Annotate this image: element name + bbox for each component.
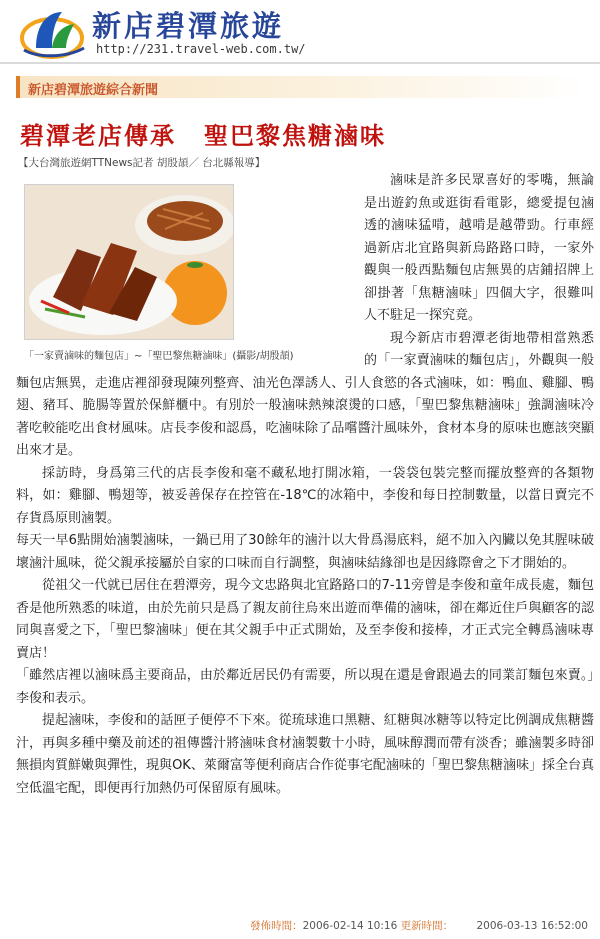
- article-paragraph: 每天一早6點開始滷製滷味，一鍋已用了30餘年的滷汁以大骨爲湯底料，絕不加入內臟以免其腥味破壞滷汁風味，從父親承接屬於自家的口味而自行調整，與滷味結緣卻也是因緣際會之下才開始的。: [16, 533, 594, 571]
- article-paragraph: 滷味是許多民眾喜好的零嘴，無論是出遊釣魚或逛街看電影，總愛提包滷透的滷味猛啃，越啃是越帶勁。行車經過新店北宜路與新烏路路口時，一家外觀與一般西點麵包店無異的店鋪招牌上卻掛著「焦糖滷味」四個大字，很難叫人不駐足一探究竟。: [364, 173, 594, 323]
- food-photo-icon: [25, 185, 233, 339]
- update-time: 2006-03-13 16:52:00: [476, 920, 588, 932]
- article-paragraph: 採訪時，身爲第三代的店長李俊和毫不藏私地打開冰箱，一袋袋包裝完整而擺放整齊的各類物料，如：雞腳、鴨翅等，被妥善保存在控管在-18℃的冰箱中，李俊和每日控制數量，以當日賣完不存貨爲原則滷製。: [16, 465, 594, 526]
- publish-label: 發佈時間：: [250, 920, 303, 932]
- article-title-part2: 聖巴黎焦糖滷味: [204, 121, 386, 150]
- article-body: [16, 170, 594, 800]
- section-title[interactable]: 新店碧潭旅遊綜合新聞: [28, 83, 159, 98]
- header-divider: [0, 62, 600, 64]
- site-header: [0, 0, 600, 70]
- article-paragraph: 提起滷味，李俊和的話匣子便停不下來。從琉球進口黑糖、紅糖與冰糖等以特定比例調成焦糖醬汁，再與多種中藥及前述的祖傳醬汁將滷味食材滷製數十小時，風味醇潤而帶有淡香；雖滷製多時卻無損肉質鮮嫩與彈性，現與OK、萊爾富等便利商店合作從事宅配滷味的「聖巴黎焦糖滷味」採全台真空低溫宅配，即便再行加熱仍可保留原有風味。: [16, 713, 594, 796]
- section-marker: [16, 76, 20, 98]
- article-paragraph: 現今新店市碧潭老街地帶相當熟悉的「一家賣滷味的麵包店」，外觀與一般麵包店無異，走進店裡卻發現陳列整齊、油光色澤誘人、引人食慾的各式滷味，如：鴨血、雞腳、鴨翅、豬耳、脆腸等置於保鮮櫃中。有別於一般滷味熱辣滾燙的口感，「聖巴黎焦糖滷味」強調滷味冷著吃較能吃出食材風味。店長李俊和認爲，吃滷味除了品嚐醬汁風味外，食材本身的原味也應該突顯出來才是。: [16, 330, 594, 458]
- site-url[interactable]: http://231.travel-web.com.tw/: [96, 42, 306, 56]
- update-label: 更新時間：: [400, 920, 454, 932]
- article-title-part1: 碧潭老店傳承: [20, 121, 176, 150]
- section-bar: [16, 76, 586, 98]
- article-byline: 【大台灣旅遊網TTNews記者 胡殷頡／ 台北縣報導】: [18, 157, 266, 169]
- article-photo: [24, 184, 234, 340]
- site-logo-icon: [18, 4, 90, 64]
- article-paragraph: 「雖然店裡以滷味爲主要商品，由於鄰近居民仍有需要，所以現在還是會跟過去的同業訂麵包來賣。」李俊和表示。: [16, 668, 594, 706]
- photo-caption: 「一家賣滷味的麵包店」~「聖巴黎焦糖滷味」(攝影/胡殷頡): [24, 351, 294, 362]
- article-footer: [0, 918, 588, 933]
- article-figure: [16, 170, 346, 366]
- article-paragraph: 從祖父一代就已居住在碧潭旁，現今文忠路與北宜路路口的7-11旁曾是李俊和童年成長處，麵包香是他所熟悉的味道，由於先前只是爲了親友前往烏來出遊而準備的滷味，卻在鄰近住戶與顧客的認同與喜愛之下，「聖巴黎滷味」便在其父親手中正式開始，及至李俊和接棒，才正式完全轉爲滷味專賣店！: [16, 578, 594, 661]
- site-name: 新店碧潭旅遊: [92, 9, 285, 43]
- article-title: [20, 116, 386, 151]
- publish-time: 2006-02-14 10:16: [302, 920, 398, 932]
